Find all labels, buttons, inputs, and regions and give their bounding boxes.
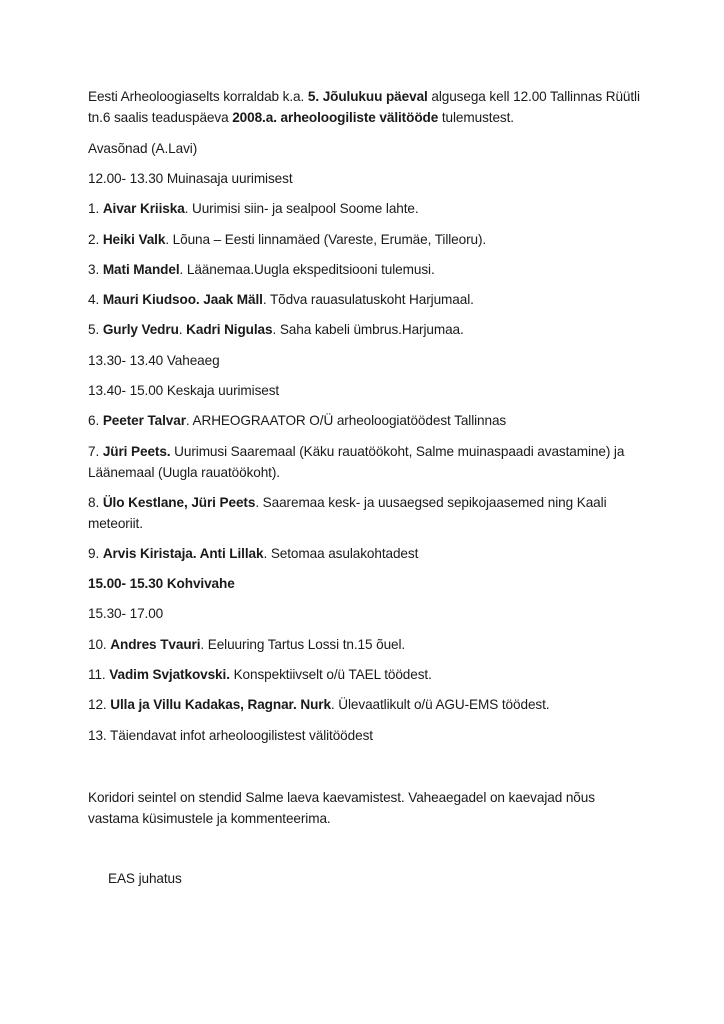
talk-item: 10. Andres Tvauri. Eeluuring Tartus Lossi tn.15 õuel. <box>88 637 406 652</box>
opening-line: Avasõnad (A.Lavi) <box>88 141 198 156</box>
talk-item: 1. Aivar Kriiska. Uurimisi siin- ja sealpool Soome lahte. <box>88 201 419 216</box>
speaker-name: Ülo Kestlane, Jüri Peets <box>102 495 256 510</box>
talk-title: . Ülevaatlikult o/ü AGU-EMS töödest. <box>330 697 550 712</box>
intro-text: Eesti Arheoloogiaselts korraldab k.a. <box>88 89 308 104</box>
coffee-break-text: 15.00- 15.30 Kohvivahe <box>88 576 235 591</box>
speaker-name: Gurly Vedru <box>102 322 179 337</box>
speaker-name: Aivar Kriiska <box>102 201 185 216</box>
talk-title: . Eeluuring Tartus Lossi tn.15 õuel. <box>200 637 406 652</box>
talk-title: . ARHEOGRAATOR O/Ü arheoloogiatöödest Tallinnas <box>185 413 507 428</box>
speaker-name: Mauri Kiudsoo. Jaak Mäll <box>102 292 263 307</box>
speaker-name: Mati Mandel <box>102 262 180 277</box>
talk-item: 8. Ülo Kestlane, Jüri Peets. Saaremaa kesk- ja uusaegsed sepikojaasemed ning Kaali meteoriit. <box>88 495 607 531</box>
talk-title: . Tõdva rauasulatuskoht Harjumaal. <box>262 292 474 307</box>
talk-item: 11. Vadim Svjatkovski. Konspektiivselt o/ü TAEL töödest. <box>88 667 432 682</box>
talk-item: 13. Täiendavat infot arheoloogilistest välitöödest <box>88 728 373 743</box>
talk-item: 4. Mauri Kiudsoo. Jaak Mäll. Tõdva rauasulatuskoht Harjumaal. <box>88 292 474 307</box>
talk-item: 5. Gurly Vedru. Kadri Nigulas. Saha kabeli ümbrus.Harjumaa. <box>88 322 464 337</box>
speaker-name: Andres Tvauri <box>110 637 201 652</box>
talk-title: . Uurimisi siin- ja sealpool Soome lahte. <box>184 201 419 216</box>
break-line: 13.30- 13.40 Vaheaeg <box>88 353 220 368</box>
talk-title: . Lõuna – Eesti linnamäed (Vareste, Erumäe, Tilleoru). <box>165 232 487 247</box>
coffee-break-line <box>88 573 648 594</box>
speaker-name: Kadri Nigulas <box>186 322 273 337</box>
talk-item: 3. Mati Mandel. Läänemaa.Uugla ekspeditsiooni tulemusi. <box>88 262 435 277</box>
talk-title: Uurimusi Saaremaal (Käku rauatöökoht, Salme muinaspaadi avastamine) ja Läänemaal (Uugla rauatöökoht). <box>88 444 625 480</box>
session-heading: 13.40- 15.00 Keskaja uurimisest <box>88 383 280 398</box>
speaker-name: Arvis Kiristaja. Anti Lillak <box>102 546 264 561</box>
speaker-name: Peeter Talvar <box>102 413 186 428</box>
talk-title: Konspektiivselt o/ü TAEL töödest. <box>229 667 432 682</box>
talk-item: 9. Arvis Kiristaja. Anti Lillak. Setomaa asulakohtadest <box>88 546 419 561</box>
session-heading: 15.30- 17.00 <box>88 606 164 621</box>
intro-text: tulemustest. <box>438 110 514 125</box>
intro-text: algusega kell 12.00 Tallinnas Rüütli tn.6 saalis teaduspäeva <box>88 89 640 125</box>
speaker-name: Vadim Svjatkovski. <box>109 667 230 682</box>
talk-title: . Saaremaa kesk- ja uusaegsed sepikojaasemed ning Kaali meteoriit. <box>88 495 607 531</box>
intro-date: 5. Jõulukuu päeval <box>307 89 428 104</box>
talk-item: 2. Heiki Valk. Lõuna – Eesti linnamäed (Vareste, Erumäe, Tilleoru). <box>88 232 487 247</box>
talk-item: 12. Ulla ja Villu Kadakas, Ragnar. Nurk. Ülevaatlikult o/ü AGU-EMS töödest. <box>88 697 550 712</box>
talk-item: 7. Jüri Peets. Uurimusi Saaremaal (Käku rauatöökoht, Salme muinaspaadi avastamine) ja Läänemaal (Uugla rauatöökoht). <box>88 444 625 480</box>
talk-item: 6. Peeter Talvar. ARHEOGRAATOR O/Ü arheoloogiatöödest Tallinnas <box>88 413 507 428</box>
speaker-name: Jüri Peets. <box>102 444 171 459</box>
talk-title: . Setomaa asulakohtadest <box>263 546 419 561</box>
talk-title: . Saha kabeli ümbrus.Harjumaa. <box>272 322 464 337</box>
talk-title: . Läänemaa.Uugla ekspeditsiooni tulemusi. <box>179 262 435 277</box>
intro-paragraph <box>88 86 640 128</box>
talk-title: Täiendavat infot arheoloogilistest välitöödest <box>110 728 373 743</box>
session-heading: 12.00- 13.30 Muinasaja uurimisest <box>88 171 293 186</box>
signature: EAS juhatus <box>108 871 182 886</box>
speaker-name: Ulla ja Villu Kadakas, Ragnar. Nurk <box>110 697 331 712</box>
intro-topic: 2008.a. arheoloogiliste välitööde <box>232 110 439 125</box>
note-paragraph: Koridori seintel on stendid Salme laeva kaevamistest. Vaheaegadel on kaevajad nõus vastama küsimustele ja kommenteerima. <box>88 790 595 826</box>
speaker-name: Heiki Valk <box>102 232 166 247</box>
